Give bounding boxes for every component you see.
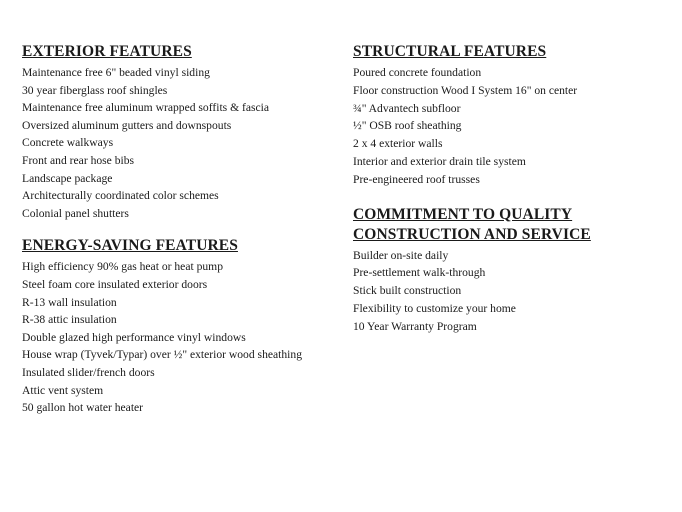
commitment-heading: [353, 205, 673, 245]
commitment-heading-line-2: CONSTRUCTION AND SERVICE: [353, 225, 591, 243]
exterior-features-heading: EXTERIOR FEATURES: [22, 43, 192, 60]
commitment-heading-line-1: COMMITMENT TO QUALITY: [353, 205, 573, 223]
exterior-feature-item: Oversized aluminum gutters and downspouts: [22, 118, 232, 132]
exterior-feature-item: Maintenance free aluminum wrapped soffits & fascia: [22, 101, 270, 115]
energy-saving-feature-item: House wrap (Tyvek/Typar) over ½" exterior wood sheathing: [22, 348, 302, 362]
exterior-feature-item: 30 year fiberglass roof shingles: [22, 83, 168, 97]
exterior-features-section: [22, 42, 342, 222]
energy-saving-feature-item: High efficiency 90% gas heat or heat pump: [22, 260, 223, 274]
structural-features-section: [353, 42, 673, 189]
structural-feature-item: Poured concrete foundation: [353, 66, 482, 79]
exterior-feature-item: Landscape package: [22, 171, 113, 185]
energy-saving-feature-item: Insulated slider/french doors: [22, 365, 155, 379]
exterior-feature-item: Architecturally coordinated color schemes: [22, 189, 219, 203]
energy-saving-feature-item: R-13 wall insulation: [22, 295, 117, 309]
commitment-list: [353, 247, 673, 336]
structural-feature-item: ¾" Advantech subfloor: [353, 101, 461, 115]
commitment-item: Builder on-site daily: [353, 248, 449, 262]
structural-features-heading: STRUCTURAL FEATURES: [353, 43, 547, 60]
commitment-section: [353, 205, 673, 336]
energy-saving-features-heading: ENERGY-SAVING FEATURES: [22, 237, 238, 255]
right-column: [353, 42, 673, 350]
commitment-item: 10 Year Warranty Program: [353, 319, 477, 333]
commitment-item: Pre-settlement walk-through: [353, 266, 486, 280]
energy-saving-feature-item: Steel foam core insulated exterior doors: [22, 277, 208, 291]
structural-feature-item: Interior and exterior drain tile system: [353, 154, 526, 168]
energy-saving-feature-item: R-38 attic insulation: [22, 313, 117, 327]
exterior-feature-item: Front and rear hose bibs: [22, 153, 135, 167]
structural-features-list: [353, 64, 673, 189]
commitment-item: Stick built construction: [353, 284, 462, 298]
energy-saving-feature-item: 50 gallon hot water heater: [22, 401, 144, 415]
energy-saving-feature-item: Attic vent system: [22, 383, 104, 397]
exterior-features-list: [22, 64, 342, 222]
left-column: [22, 42, 342, 431]
exterior-feature-item: Colonial panel shutters: [22, 206, 129, 220]
energy-saving-features-list: [22, 258, 342, 416]
structural-feature-item: Pre-engineered roof trusses: [353, 172, 480, 186]
structural-feature-item: 2 x 4 exterior walls: [353, 137, 443, 151]
energy-saving-features-section: [22, 236, 342, 416]
energy-saving-feature-item: Double glazed high performance vinyl windows: [22, 330, 246, 344]
exterior-feature-item: Maintenance free 6" beaded vinyl siding: [22, 66, 210, 79]
structural-feature-item: Floor construction Wood I System 16" on center: [353, 83, 578, 97]
commitment-item: Flexibility to customize your home: [353, 301, 516, 315]
exterior-feature-item: Concrete walkways: [22, 136, 114, 150]
structural-feature-item: ½" OSB roof sheathing: [353, 119, 462, 133]
